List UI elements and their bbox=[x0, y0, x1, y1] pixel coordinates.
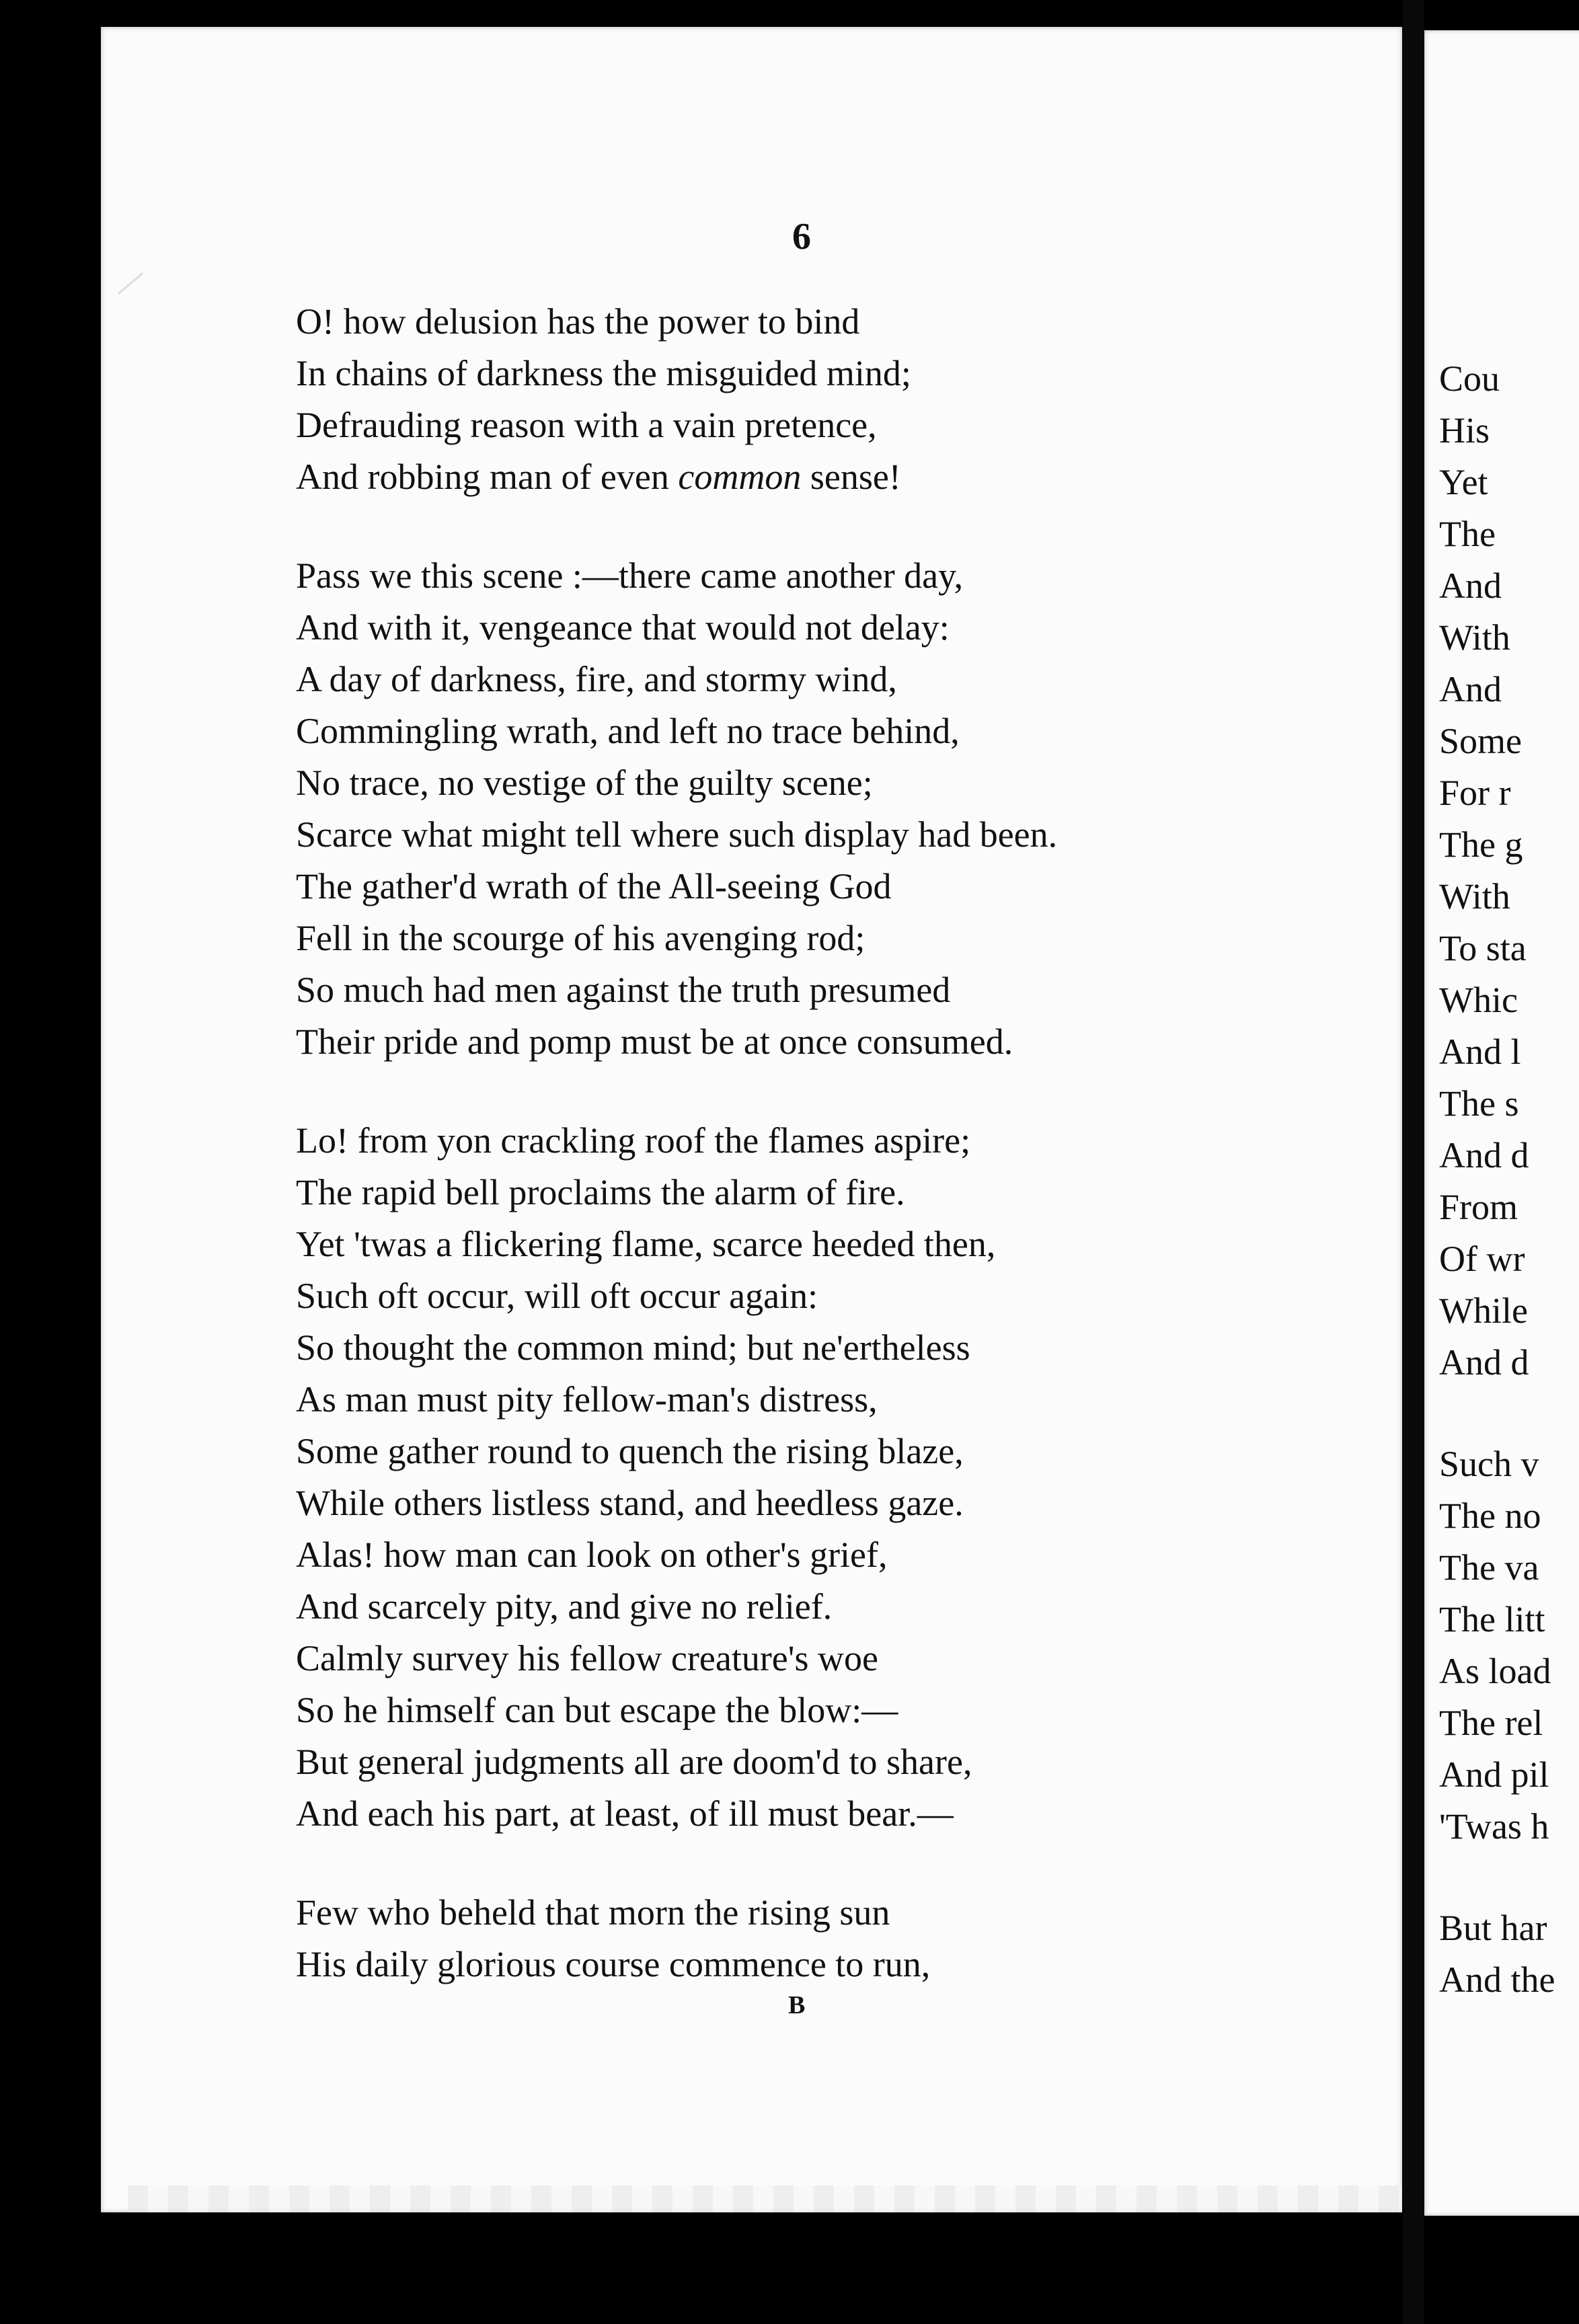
right_page-line: Yet bbox=[1439, 462, 1488, 502]
left_page-line: While others listless stand, and heedless gaze. bbox=[296, 1483, 964, 1523]
right_page-line: For r bbox=[1439, 773, 1511, 813]
left_page-line: The rapid bell proclaims the alarm of fire. bbox=[296, 1172, 905, 1212]
right-page-text bbox=[1439, 353, 1555, 2006]
book-gutter bbox=[1403, 0, 1424, 2324]
right_page-line: Whic bbox=[1439, 980, 1518, 1020]
left_page-line: So he himself can but escape the blow:— bbox=[296, 1690, 898, 1730]
right_page-line: With bbox=[1439, 617, 1510, 658]
left_page-line: And each his part, at least, of ill must bear.— bbox=[296, 1793, 954, 1834]
page-number: 6 bbox=[792, 216, 811, 258]
stanza-break bbox=[1439, 1853, 1555, 1902]
right_page-line: The bbox=[1439, 514, 1496, 554]
right_page-line: The g bbox=[1439, 824, 1523, 865]
stanza-break bbox=[296, 1840, 1291, 1887]
right_page-line: Such v bbox=[1439, 1444, 1539, 1484]
left_page-line: O! how delusion has the power to bind bbox=[296, 301, 860, 342]
right_page-line: 'Twas h bbox=[1439, 1806, 1549, 1847]
right_page-line: And bbox=[1439, 566, 1502, 606]
right_page-line: But har bbox=[1439, 1908, 1547, 1948]
right_page-line: And pil bbox=[1439, 1754, 1549, 1795]
left_page-line: No trace, no vestige of the guilty scene; bbox=[296, 763, 873, 803]
right_page-line: The va bbox=[1439, 1547, 1539, 1588]
right_page-line: And d bbox=[1439, 1135, 1529, 1175]
left_page-line: Fell in the scourge of his avenging rod; bbox=[296, 918, 865, 958]
stanza-break bbox=[296, 1068, 1291, 1115]
right_page-line: With bbox=[1439, 876, 1510, 917]
left_page-line: Their pride and pomp must be at once consumed. bbox=[296, 1021, 1013, 1062]
right_page-line: And d bbox=[1439, 1342, 1529, 1383]
right_page-line: Some bbox=[1439, 721, 1523, 761]
right_page-line: And bbox=[1439, 669, 1502, 709]
left_page-line: So much had men against the truth presumed bbox=[296, 970, 951, 1010]
signature-mark: B bbox=[788, 1991, 806, 2019]
left_page-line: Alas! how man can look on other's grief, bbox=[296, 1535, 888, 1575]
right_page-line: As load bbox=[1439, 1651, 1551, 1691]
left_page-line: Lo! from yon crackling roof the flames aspire; bbox=[296, 1120, 971, 1161]
right_page-line: The s bbox=[1439, 1083, 1519, 1124]
left_page-line: Few who beheld that morn the rising sun bbox=[296, 1892, 890, 1933]
stanza-break bbox=[296, 503, 1291, 550]
right_page-line: And l bbox=[1439, 1032, 1521, 1072]
right_page-line: To sta bbox=[1439, 928, 1527, 968]
right_page-line: The rel bbox=[1439, 1703, 1543, 1743]
left_page-line: So thought the common mind; but ne'ertheless bbox=[296, 1327, 970, 1368]
left_page-line: Yet 'twas a flickering flame, scarce heeded then, bbox=[296, 1224, 996, 1264]
right_page-line: From bbox=[1439, 1187, 1518, 1227]
left_page-line: His daily glorious course commence to run, bbox=[296, 1944, 931, 1984]
left_page-line: And with it, vengeance that would not delay: bbox=[296, 607, 950, 648]
scan-mark bbox=[118, 272, 144, 295]
right_page-line: The no bbox=[1439, 1496, 1541, 1536]
right_page-line: Of wr bbox=[1439, 1239, 1525, 1279]
left_page-line: And scarcely pity, and give no relief. bbox=[296, 1586, 833, 1627]
stanza-break bbox=[1439, 1389, 1555, 1438]
right_page-line: Cou bbox=[1439, 358, 1500, 399]
left_page-line: Calmly survey his fellow creature's woe bbox=[296, 1638, 878, 1678]
left_page-line: The gather'd wrath of the All-seeing God bbox=[296, 866, 892, 906]
right_page-line: His bbox=[1439, 410, 1490, 451]
left_page-line: Commingling wrath, and left no trace behind, bbox=[296, 711, 960, 751]
left_page-line: Such oft occur, will oft occur again: bbox=[296, 1276, 818, 1316]
left_page-line: Scarce what might tell where such display had been. bbox=[296, 814, 1058, 855]
left_page-line: As man must pity fellow-man's distress, bbox=[296, 1379, 878, 1420]
right-page bbox=[1424, 30, 1579, 2216]
right_page-line: The litt bbox=[1439, 1599, 1545, 1639]
right_page-line: And the bbox=[1439, 1960, 1555, 2000]
left_page-line: A day of darkness, fire, and stormy wind, bbox=[296, 659, 897, 699]
right_page-line: While bbox=[1439, 1290, 1528, 1331]
left_page-line: Defrauding reason with a vain pretence, bbox=[296, 405, 877, 445]
left_page-line: And robbing man of even common sense! bbox=[296, 457, 901, 497]
left_page-line: Some gather round to quench the rising blaze, bbox=[296, 1431, 964, 1471]
left_page-line: In chains of darkness the misguided mind; bbox=[296, 353, 911, 393]
poem-text bbox=[296, 296, 1291, 1990]
left_page-line: But general judgments all are doom'd to share, bbox=[296, 1742, 972, 1782]
left_page-line: Pass we this scene :—there came another day, bbox=[296, 555, 964, 596]
